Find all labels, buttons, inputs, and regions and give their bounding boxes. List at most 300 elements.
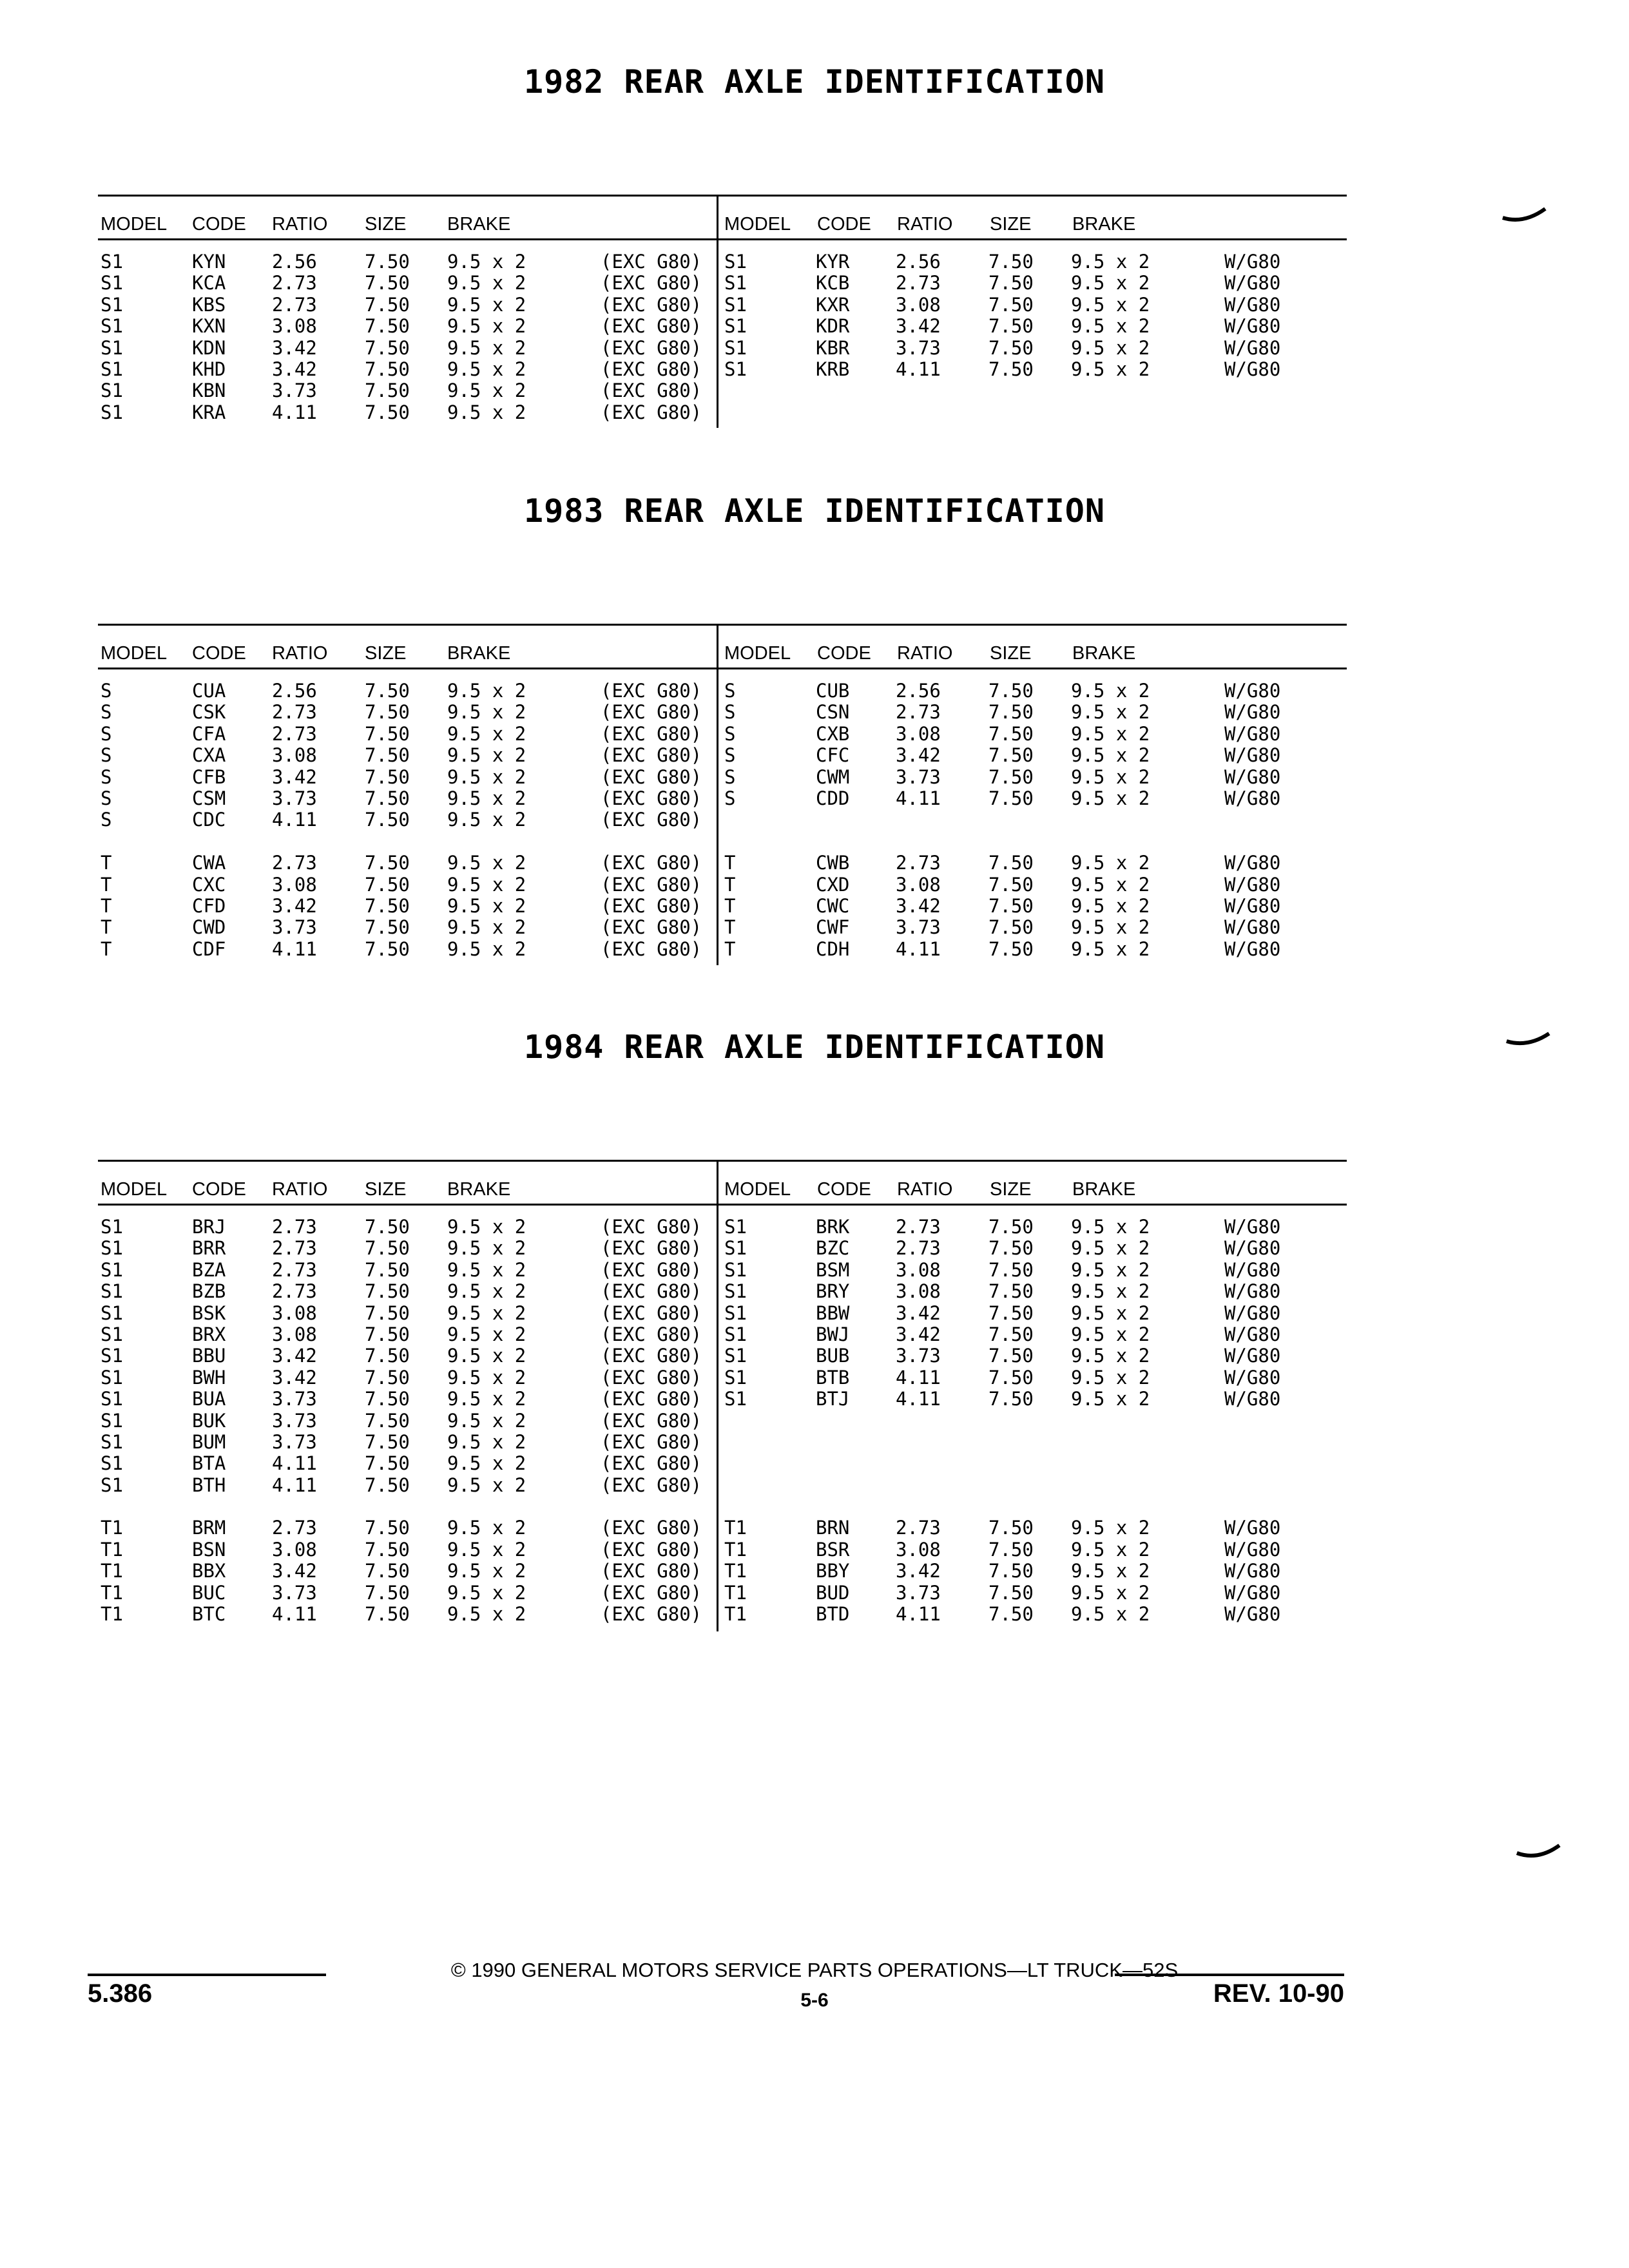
table-header-row xyxy=(98,214,1347,236)
table-row xyxy=(98,939,715,960)
footer-copyright: © 1990 GENERAL MOTORS SERVICE PARTS OPERATIONS—LT TRUCK—52S xyxy=(450,1959,1179,1981)
cell-size: 7.50 xyxy=(988,358,1034,380)
table-row xyxy=(722,852,1347,874)
cell-code: CDH xyxy=(816,937,850,960)
cell-size: 7.50 xyxy=(365,1388,410,1410)
cell-model: S1 xyxy=(101,1302,123,1324)
cell-ratio: 3.08 xyxy=(272,744,317,767)
cell-ratio: 3.73 xyxy=(896,1581,941,1604)
cell-ratio: 3.08 xyxy=(272,315,317,338)
cell-note: W/G80 xyxy=(1224,744,1281,767)
cell-ratio: 2.73 xyxy=(272,272,317,294)
cell-ratio: 3.08 xyxy=(896,722,941,745)
table-row xyxy=(98,724,715,745)
cell-ratio: 3.42 xyxy=(272,894,317,917)
cell-brake: 9.5 x 2 xyxy=(1071,315,1150,338)
cell-model: T1 xyxy=(101,1581,123,1604)
cell-ratio: 3.73 xyxy=(272,787,317,809)
cell-code: KCB xyxy=(816,272,850,294)
cell-ratio: 4.11 xyxy=(896,1388,941,1410)
table-row xyxy=(722,874,1347,896)
cell-code: BWH xyxy=(192,1366,226,1389)
table-row xyxy=(98,1453,715,1474)
cell-model: S1 xyxy=(101,1366,123,1389)
cell-ratio: 3.08 xyxy=(896,1538,941,1561)
cell-brake: 9.5 x 2 xyxy=(1071,1560,1150,1582)
cell-ratio: 3.73 xyxy=(272,380,317,402)
cell-code: CFA xyxy=(192,722,226,745)
cell-size: 7.50 xyxy=(365,1345,410,1367)
cell-size: 7.50 xyxy=(988,1366,1034,1389)
cell-brake: 9.5 x 2 xyxy=(1071,1517,1150,1539)
cell-ratio: 2.73 xyxy=(272,722,317,745)
cell-model: T xyxy=(101,852,112,874)
cell-model: T xyxy=(101,916,112,939)
cell-ratio: 2.73 xyxy=(272,1237,317,1260)
cell-ratio: 3.42 xyxy=(896,894,941,917)
cell-code: KDN xyxy=(192,336,226,359)
cell-size: 7.50 xyxy=(365,1302,410,1324)
table-row xyxy=(98,1539,715,1561)
cell-ratio: 2.56 xyxy=(272,251,317,273)
cell-size: 7.50 xyxy=(988,937,1034,960)
cell-model: T1 xyxy=(101,1603,123,1626)
cell-size: 7.50 xyxy=(365,315,410,338)
table-row xyxy=(722,1281,1347,1302)
cell-note: W/G80 xyxy=(1224,1366,1281,1389)
cell-size: 7.50 xyxy=(365,1538,410,1561)
cell-brake: 9.5 x 2 xyxy=(1071,1258,1150,1281)
cell-code: CWA xyxy=(192,852,226,874)
cell-ratio: 3.08 xyxy=(896,873,941,896)
cell-model: S xyxy=(101,765,112,788)
cell-ratio: 3.42 xyxy=(272,1345,317,1367)
cell-note: (EXC G80) xyxy=(601,1323,702,1345)
cell-ratio: 3.42 xyxy=(896,1560,941,1582)
cell-note: (EXC G80) xyxy=(601,1258,702,1281)
column-divider xyxy=(717,1160,718,1631)
cell-code: KYN xyxy=(192,251,226,273)
table-row xyxy=(722,359,1347,380)
right-column-block xyxy=(722,680,1347,960)
cell-ratio: 3.42 xyxy=(272,1366,317,1389)
cell-model: T xyxy=(101,937,112,960)
cell-model: T xyxy=(724,916,736,939)
cell-code: BTD xyxy=(816,1603,850,1626)
cell-note: (EXC G80) xyxy=(601,1452,702,1475)
cell-ratio: 3.42 xyxy=(272,1560,317,1582)
cell-brake: 9.5 x 2 xyxy=(447,916,526,939)
cell-note: W/G80 xyxy=(1224,1345,1281,1367)
cell-brake: 9.5 x 2 xyxy=(447,272,526,294)
binder-mark-icon xyxy=(1505,1030,1550,1049)
cell-ratio: 2.73 xyxy=(272,1280,317,1303)
table-top-rule xyxy=(98,624,1347,626)
header-brake: BRAKE xyxy=(447,1179,511,1200)
cell-note: W/G80 xyxy=(1224,937,1281,960)
cell-ratio: 2.73 xyxy=(896,1216,941,1238)
table-top-rule xyxy=(98,195,1347,197)
cell-ratio: 4.11 xyxy=(896,358,941,380)
table-row xyxy=(98,767,715,788)
cell-code: CXB xyxy=(816,722,850,745)
header-model: MODEL xyxy=(724,1179,791,1200)
cell-note: (EXC G80) xyxy=(601,1216,702,1238)
cell-note: (EXC G80) xyxy=(601,315,702,338)
cell-size: 7.50 xyxy=(365,787,410,809)
cell-note: (EXC G80) xyxy=(601,937,702,960)
cell-model: S1 xyxy=(101,401,123,423)
cell-brake: 9.5 x 2 xyxy=(447,1430,526,1453)
cell-code: BSR xyxy=(816,1538,850,1561)
table-row xyxy=(98,852,715,874)
header-model: MODEL xyxy=(724,643,791,664)
cell-model: S1 xyxy=(724,1388,747,1410)
cell-code: CUA xyxy=(192,680,226,702)
cell-ratio: 4.11 xyxy=(896,787,941,809)
cell-size: 7.50 xyxy=(365,809,410,831)
table-row xyxy=(98,294,715,316)
cell-ratio: 2.73 xyxy=(272,1216,317,1238)
cell-code: BTC xyxy=(192,1603,226,1626)
cell-model: S1 xyxy=(101,1258,123,1281)
cell-code: BSN xyxy=(192,1538,226,1561)
cell-note: (EXC G80) xyxy=(601,1474,702,1496)
cell-note: W/G80 xyxy=(1224,916,1281,939)
cell-note: W/G80 xyxy=(1224,894,1281,917)
cell-brake: 9.5 x 2 xyxy=(447,680,526,702)
cell-size: 7.50 xyxy=(365,1409,410,1432)
table-row xyxy=(722,1517,1347,1539)
header-brake: BRAKE xyxy=(1072,1179,1136,1200)
table-row xyxy=(98,745,715,766)
cell-size: 7.50 xyxy=(365,701,410,724)
cell-code: KHD xyxy=(192,358,226,380)
cell-brake: 9.5 x 2 xyxy=(447,1216,526,1238)
cell-size: 7.50 xyxy=(988,852,1034,874)
cell-size: 7.50 xyxy=(365,680,410,702)
cell-ratio: 3.08 xyxy=(272,1302,317,1324)
table-row xyxy=(722,680,1347,702)
cell-brake: 9.5 x 2 xyxy=(1071,852,1150,874)
cell-model: S xyxy=(101,701,112,724)
header-size: SIZE xyxy=(365,214,407,235)
cell-brake: 9.5 x 2 xyxy=(1071,251,1150,273)
table-row xyxy=(722,1367,1347,1389)
cell-note: (EXC G80) xyxy=(601,272,702,294)
cell-brake: 9.5 x 2 xyxy=(1071,1216,1150,1238)
cell-size: 7.50 xyxy=(988,1302,1034,1324)
cell-note: W/G80 xyxy=(1224,1323,1281,1345)
table-header-row xyxy=(98,643,1347,665)
cell-code: CFD xyxy=(192,894,226,917)
cell-model: T1 xyxy=(101,1538,123,1561)
cell-model: S xyxy=(101,744,112,767)
cell-ratio: 3.08 xyxy=(896,1258,941,1281)
cell-brake: 9.5 x 2 xyxy=(447,787,526,809)
cell-brake: 9.5 x 2 xyxy=(447,1366,526,1389)
header-brake: BRAKE xyxy=(447,643,511,664)
table-row xyxy=(722,1582,1347,1604)
table-row xyxy=(722,316,1347,337)
table-row xyxy=(98,702,715,723)
table-row xyxy=(98,1561,715,1582)
table-row xyxy=(722,1216,1347,1238)
cell-ratio: 3.42 xyxy=(896,1323,941,1345)
cell-code: BSK xyxy=(192,1302,226,1324)
cell-model: S1 xyxy=(724,1237,747,1260)
table-top-rule xyxy=(98,1160,1347,1162)
cell-code: KBN xyxy=(192,380,226,402)
header-model: MODEL xyxy=(101,214,168,235)
cell-note: (EXC G80) xyxy=(601,916,702,939)
cell-ratio: 2.73 xyxy=(896,272,941,294)
cell-model: S1 xyxy=(101,380,123,402)
cell-brake: 9.5 x 2 xyxy=(1071,937,1150,960)
cell-size: 7.50 xyxy=(365,1517,410,1539)
table-row xyxy=(722,1539,1347,1561)
cell-model: S1 xyxy=(101,1237,123,1260)
left-column-block xyxy=(98,251,715,423)
header-brake: BRAKE xyxy=(1072,643,1136,664)
cell-size: 7.50 xyxy=(365,852,410,874)
group-spacer xyxy=(98,1496,715,1517)
cell-code: CWB xyxy=(816,852,850,874)
table-row xyxy=(98,402,715,423)
cell-note: (EXC G80) xyxy=(601,358,702,380)
table-row xyxy=(98,316,715,337)
cell-model: S1 xyxy=(724,1323,747,1345)
table-row xyxy=(722,1260,1347,1281)
cell-model: T xyxy=(101,894,112,917)
cell-code: BTB xyxy=(816,1366,850,1389)
cell-model: S1 xyxy=(724,1216,747,1238)
cell-brake: 9.5 x 2 xyxy=(1071,1388,1150,1410)
cell-size: 7.50 xyxy=(365,937,410,960)
cell-code: KDR xyxy=(816,315,850,338)
cell-size: 7.50 xyxy=(988,680,1034,702)
cell-model: T1 xyxy=(101,1560,123,1582)
table-row xyxy=(722,294,1347,316)
cell-brake: 9.5 x 2 xyxy=(1071,701,1150,724)
footer-page-number: 5-6 xyxy=(800,1990,829,2011)
table-row xyxy=(722,1561,1347,1582)
cell-code: BUM xyxy=(192,1430,226,1453)
cell-ratio: 2.56 xyxy=(272,680,317,702)
cell-code: CSK xyxy=(192,701,226,724)
table-row xyxy=(98,1303,715,1324)
cell-ratio: 3.08 xyxy=(896,293,941,316)
header-code: CODE xyxy=(817,643,871,664)
cell-model: S1 xyxy=(101,251,123,273)
cell-model: S xyxy=(101,787,112,809)
table-row xyxy=(98,680,715,702)
cell-size: 7.50 xyxy=(988,1603,1034,1626)
cell-size: 7.50 xyxy=(365,358,410,380)
cell-model: S1 xyxy=(101,1345,123,1367)
cell-code: BZC xyxy=(816,1237,850,1260)
table-row xyxy=(722,1345,1347,1367)
cell-code: BUD xyxy=(816,1581,850,1604)
cell-size: 7.50 xyxy=(988,1388,1034,1410)
cell-note: W/G80 xyxy=(1224,315,1281,338)
cell-code: CDF xyxy=(192,937,226,960)
cell-note: W/G80 xyxy=(1224,272,1281,294)
header-brake: BRAKE xyxy=(447,214,511,235)
table-header-row xyxy=(98,1179,1347,1201)
table-row xyxy=(722,745,1347,766)
cell-brake: 9.5 x 2 xyxy=(447,701,526,724)
cell-note: (EXC G80) xyxy=(601,787,702,809)
cell-model: S1 xyxy=(101,1216,123,1238)
cell-model: S xyxy=(724,680,736,702)
cell-code: KCA xyxy=(192,272,226,294)
cell-brake: 9.5 x 2 xyxy=(447,293,526,316)
section-title-1983: 1983 REAR AXLE IDENTIFICATION xyxy=(524,492,1105,530)
cell-brake: 9.5 x 2 xyxy=(1071,1280,1150,1303)
table-row xyxy=(98,809,715,831)
cell-note: W/G80 xyxy=(1224,1280,1281,1303)
cell-model: S1 xyxy=(101,1409,123,1432)
cell-code: CWF xyxy=(816,916,850,939)
cell-code: BTH xyxy=(192,1474,226,1496)
cell-size: 7.50 xyxy=(365,336,410,359)
cell-code: BWJ xyxy=(816,1323,850,1345)
cell-size: 7.50 xyxy=(365,1280,410,1303)
cell-note: (EXC G80) xyxy=(601,852,702,874)
cell-code: CWD xyxy=(192,916,226,939)
cell-brake: 9.5 x 2 xyxy=(447,1323,526,1345)
cell-brake: 9.5 x 2 xyxy=(447,1538,526,1561)
cell-model: T1 xyxy=(724,1603,747,1626)
cell-note: (EXC G80) xyxy=(601,401,702,423)
cell-brake: 9.5 x 2 xyxy=(1071,1345,1150,1367)
cell-code: BZB xyxy=(192,1280,226,1303)
table-row xyxy=(722,251,1347,273)
cell-model: S xyxy=(724,701,736,724)
cell-code: BBW xyxy=(816,1302,850,1324)
cell-brake: 9.5 x 2 xyxy=(447,1280,526,1303)
cell-note: (EXC G80) xyxy=(601,873,702,896)
cell-code: BBX xyxy=(192,1560,226,1582)
cell-brake: 9.5 x 2 xyxy=(1071,744,1150,767)
cell-brake: 9.5 x 2 xyxy=(447,937,526,960)
cell-note: W/G80 xyxy=(1224,873,1281,896)
cell-size: 7.50 xyxy=(365,1430,410,1453)
cell-brake: 9.5 x 2 xyxy=(1071,722,1150,745)
cell-code: BUB xyxy=(816,1345,850,1367)
table-row xyxy=(98,1475,715,1496)
cell-model: T1 xyxy=(724,1560,747,1582)
cell-code: KBS xyxy=(192,293,226,316)
axle-table-1984 xyxy=(98,1160,1347,1637)
cell-size: 7.50 xyxy=(365,873,410,896)
cell-size: 7.50 xyxy=(988,1258,1034,1281)
axle-table-1983 xyxy=(98,624,1347,972)
cell-note: W/G80 xyxy=(1224,1517,1281,1539)
cell-ratio: 3.42 xyxy=(896,744,941,767)
table-row xyxy=(98,1604,715,1625)
cell-brake: 9.5 x 2 xyxy=(1071,336,1150,359)
header-ratio: RATIO xyxy=(897,1179,953,1200)
cell-brake: 9.5 x 2 xyxy=(447,251,526,273)
cell-size: 7.50 xyxy=(988,336,1034,359)
cell-model: S xyxy=(101,809,112,831)
cell-code: KXN xyxy=(192,315,226,338)
cell-model: S1 xyxy=(101,1474,123,1496)
cell-brake: 9.5 x 2 xyxy=(1071,894,1150,917)
cell-size: 7.50 xyxy=(365,380,410,402)
table-row xyxy=(98,1410,715,1432)
cell-ratio: 4.11 xyxy=(272,1452,317,1475)
table-row xyxy=(98,788,715,809)
cell-note: W/G80 xyxy=(1224,1388,1281,1410)
cell-ratio: 3.42 xyxy=(272,765,317,788)
cell-model: S1 xyxy=(724,358,747,380)
cell-brake: 9.5 x 2 xyxy=(447,1302,526,1324)
cell-code: CDC xyxy=(192,809,226,831)
cell-size: 7.50 xyxy=(365,251,410,273)
cell-note: (EXC G80) xyxy=(601,1538,702,1561)
cell-ratio: 2.73 xyxy=(272,1517,317,1539)
cell-model: S1 xyxy=(724,315,747,338)
cell-model: T1 xyxy=(724,1517,747,1539)
cell-code: CDD xyxy=(816,787,850,809)
cell-size: 7.50 xyxy=(988,894,1034,917)
cell-code: BRK xyxy=(816,1216,850,1238)
cell-size: 7.50 xyxy=(988,293,1034,316)
binder-mark-icon xyxy=(1516,1843,1561,1862)
cell-note: W/G80 xyxy=(1224,293,1281,316)
cell-code: CWC xyxy=(816,894,850,917)
cell-ratio: 3.42 xyxy=(272,358,317,380)
cell-ratio: 3.73 xyxy=(272,1581,317,1604)
table-row xyxy=(98,338,715,359)
cell-note: W/G80 xyxy=(1224,1581,1281,1604)
cell-size: 7.50 xyxy=(988,787,1034,809)
cell-code: KYR xyxy=(816,251,850,273)
group-spacer xyxy=(98,831,715,852)
cell-note: W/G80 xyxy=(1224,701,1281,724)
cell-brake: 9.5 x 2 xyxy=(1071,1581,1150,1604)
cell-model: S1 xyxy=(101,1452,123,1475)
cell-note: W/G80 xyxy=(1224,336,1281,359)
cell-brake: 9.5 x 2 xyxy=(1071,272,1150,294)
cell-code: KXR xyxy=(816,293,850,316)
cell-brake: 9.5 x 2 xyxy=(447,765,526,788)
cell-size: 7.50 xyxy=(988,1538,1034,1561)
cell-brake: 9.5 x 2 xyxy=(447,894,526,917)
table-row xyxy=(98,1281,715,1302)
table-row xyxy=(722,1432,1347,1453)
cell-ratio: 3.42 xyxy=(896,315,941,338)
cell-ratio: 2.73 xyxy=(896,701,941,724)
cell-brake: 9.5 x 2 xyxy=(447,315,526,338)
cell-brake: 9.5 x 2 xyxy=(447,1517,526,1539)
cell-code: BUC xyxy=(192,1581,226,1604)
table-row xyxy=(722,1475,1347,1496)
cell-model: S1 xyxy=(101,1430,123,1453)
cell-code: BTJ xyxy=(816,1388,850,1410)
cell-note: W/G80 xyxy=(1224,852,1281,874)
cell-ratio: 2.73 xyxy=(272,293,317,316)
cell-code: BRN xyxy=(816,1517,850,1539)
cell-note: W/G80 xyxy=(1224,1560,1281,1582)
cell-size: 7.50 xyxy=(365,272,410,294)
header-code: CODE xyxy=(192,1179,246,1200)
cell-brake: 9.5 x 2 xyxy=(1071,1237,1150,1260)
cell-ratio: 3.42 xyxy=(272,336,317,359)
